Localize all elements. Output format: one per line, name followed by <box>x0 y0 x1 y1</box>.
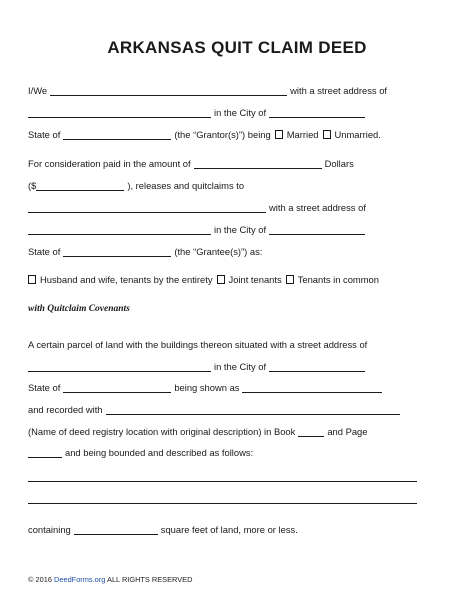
grantee-name-field[interactable] <box>28 202 266 213</box>
parcel-city-label: in the City of <box>214 361 267 372</box>
married-checkbox[interactable] <box>275 130 283 139</box>
shown-as-label: being shown as <box>174 382 240 393</box>
grantor-name-field[interactable] <box>50 85 287 96</box>
unmarried-label: Unmarried. <box>334 129 381 140</box>
square-feet-field[interactable] <box>74 524 158 535</box>
grantee-state-line <box>28 245 262 258</box>
dollars-label: Dollars <box>324 158 354 169</box>
description-line-1[interactable] <box>28 481 417 482</box>
containing-label: containing <box>28 524 71 535</box>
containing-line <box>28 523 298 536</box>
grantor-state-line <box>28 128 381 141</box>
recorded-with-line <box>28 403 403 416</box>
grantor-address-line <box>28 106 368 119</box>
parcel-state-label: State of <box>28 382 61 393</box>
book-page-line <box>28 425 367 438</box>
married-label: Married <box>286 129 319 140</box>
parcel-city-field[interactable] <box>269 361 365 372</box>
parcel-intro-text: A certain parcel of land with the buildings thereon situated with a street address of <box>28 339 368 350</box>
square-feet-label: square feet of land, more or less. <box>160 524 298 535</box>
grantee-state-field[interactable] <box>63 246 171 257</box>
grantor-state-field[interactable] <box>63 129 171 140</box>
grantee-street-field[interactable] <box>28 224 211 235</box>
deedforms-link[interactable]: DeedForms.org <box>54 575 106 584</box>
document-title: ARKANSAS QUIT CLAIM DEED <box>107 38 367 57</box>
tenants-entirety-checkbox[interactable] <box>28 275 36 284</box>
bounded-label: and being bounded and described as follows: <box>65 447 254 458</box>
covenants-heading: with Quitclaim Covenants <box>28 304 130 314</box>
grantee-address-label: with a street address of <box>269 202 366 213</box>
grantor-label: I/We <box>28 85 48 96</box>
page-label: and Page <box>327 426 368 437</box>
bounded-line <box>28 446 253 459</box>
state-label: State of <box>28 129 61 140</box>
recorded-with-field[interactable] <box>106 404 400 415</box>
street-address-label: with a street address of <box>290 85 388 96</box>
footer <box>28 575 192 584</box>
shown-as-field[interactable] <box>242 382 382 393</box>
grantor-street-field[interactable] <box>28 107 211 118</box>
joint-tenants-checkbox[interactable] <box>217 275 225 284</box>
consideration-line <box>28 157 354 170</box>
consideration-amount-field[interactable] <box>36 180 124 191</box>
consideration-amount-line <box>28 179 244 192</box>
description-line-2[interactable] <box>28 503 417 504</box>
parcel-intro-line <box>28 338 367 351</box>
grantee-state-label: State of <box>28 246 61 257</box>
grantee-address-line <box>28 223 368 236</box>
parcel-state-field[interactable] <box>63 382 171 393</box>
parcel-address-line <box>28 360 368 373</box>
consideration-words-field[interactable] <box>194 158 322 169</box>
tenants-common-label: Tenants in common <box>297 274 379 285</box>
page-number-field[interactable] <box>28 447 62 458</box>
rights-text: ALL RIGHTS RESERVED <box>107 575 193 584</box>
tenancy-options-line <box>28 273 379 286</box>
grantor-name-line <box>28 84 387 97</box>
book-field[interactable] <box>298 426 324 437</box>
dollar-sign-label: ($ <box>28 180 37 191</box>
tenants-entirety-label: Husband and wife, tenants by the entirety <box>40 274 213 285</box>
grantee-role-label: (the “Grantee(s)”) as: <box>174 246 263 257</box>
grantee-city-field[interactable] <box>269 224 365 235</box>
joint-tenants-label: Joint tenants <box>228 274 282 285</box>
grantee-name-line <box>28 201 366 214</box>
grantee-city-label: in the City of <box>214 224 267 235</box>
parcel-street-field[interactable] <box>28 361 211 372</box>
registry-label: (Name of deed registry location with original description) in Book <box>28 426 296 437</box>
city-label: in the City of <box>214 107 267 118</box>
tenants-common-checkbox[interactable] <box>286 275 294 284</box>
recorded-with-label: and recorded with <box>28 404 103 415</box>
grantor-role-label: (the “Grantor(s)”) being <box>174 129 271 140</box>
unmarried-checkbox[interactable] <box>323 130 331 139</box>
grantor-city-field[interactable] <box>269 107 365 118</box>
copyright-text: © 2016 <box>28 575 52 584</box>
consideration-label: For consideration paid in the amount of <box>28 158 191 169</box>
parcel-state-line <box>28 381 385 394</box>
releases-label: ), releases and quitclaims to <box>127 180 245 191</box>
